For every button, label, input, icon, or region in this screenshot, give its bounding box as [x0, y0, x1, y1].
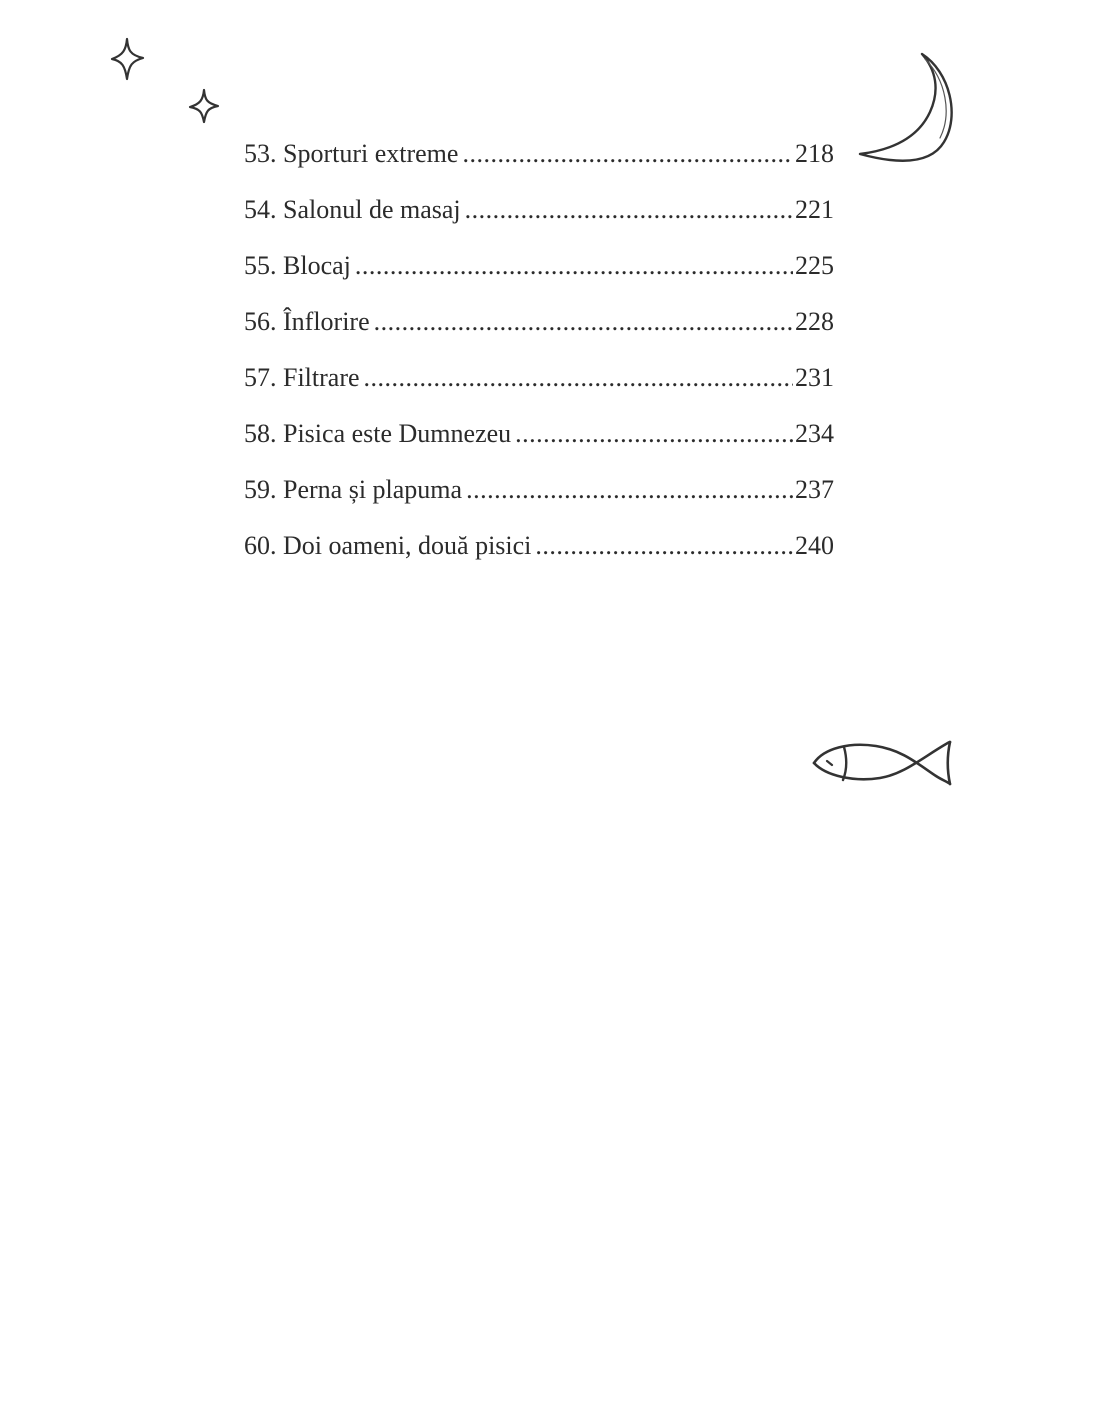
toc-entry — [244, 299, 834, 355]
toc-entry — [244, 243, 834, 299]
toc-entry — [244, 187, 834, 243]
star-icon — [188, 88, 220, 124]
toc-entry-title: 56. Înflorire — [244, 307, 370, 336]
toc-entry-title: 59. Perna și plapuma — [244, 475, 463, 504]
toc-page-number: 228 — [795, 307, 834, 336]
toc-entry — [244, 355, 834, 411]
toc-page-number: 234 — [795, 419, 834, 448]
star-icon — [108, 36, 146, 82]
toc-entry — [244, 411, 834, 467]
toc-page-number: 221 — [795, 195, 834, 224]
toc-page-number: 218 — [795, 139, 834, 168]
toc-dot-leader — [535, 523, 793, 569]
toc-dot-leader — [374, 299, 793, 345]
toc-entry-title: 60. Doi oameni, două pisici — [244, 531, 532, 560]
toc-dot-leader — [364, 355, 793, 401]
toc-dot-leader — [465, 187, 793, 233]
toc-page-number: 231 — [795, 363, 834, 392]
crescent-moon-icon — [852, 50, 964, 172]
toc-page-number: 237 — [795, 475, 834, 504]
toc-page-number: 240 — [795, 531, 834, 560]
toc-entry — [244, 467, 834, 523]
toc-entry-title: 57. Filtrare — [244, 363, 360, 392]
toc-dot-leader — [466, 467, 793, 513]
toc-entry-title: 58. Pisica este Dumnezeu — [244, 419, 512, 448]
toc-entry — [244, 523, 834, 579]
toc-dot-leader — [462, 131, 793, 177]
toc-page-number: 225 — [795, 251, 834, 280]
toc-dot-leader — [515, 411, 793, 457]
toc-entry-title: 54. Salonul de masaj — [244, 195, 461, 224]
toc-entry — [244, 131, 834, 187]
table-of-contents — [244, 131, 834, 579]
fish-icon — [810, 734, 956, 790]
toc-dot-leader — [355, 243, 793, 289]
toc-entry-title: 53. Sporturi extreme — [244, 139, 459, 168]
toc-entry-title: 55. Blocaj — [244, 251, 351, 280]
